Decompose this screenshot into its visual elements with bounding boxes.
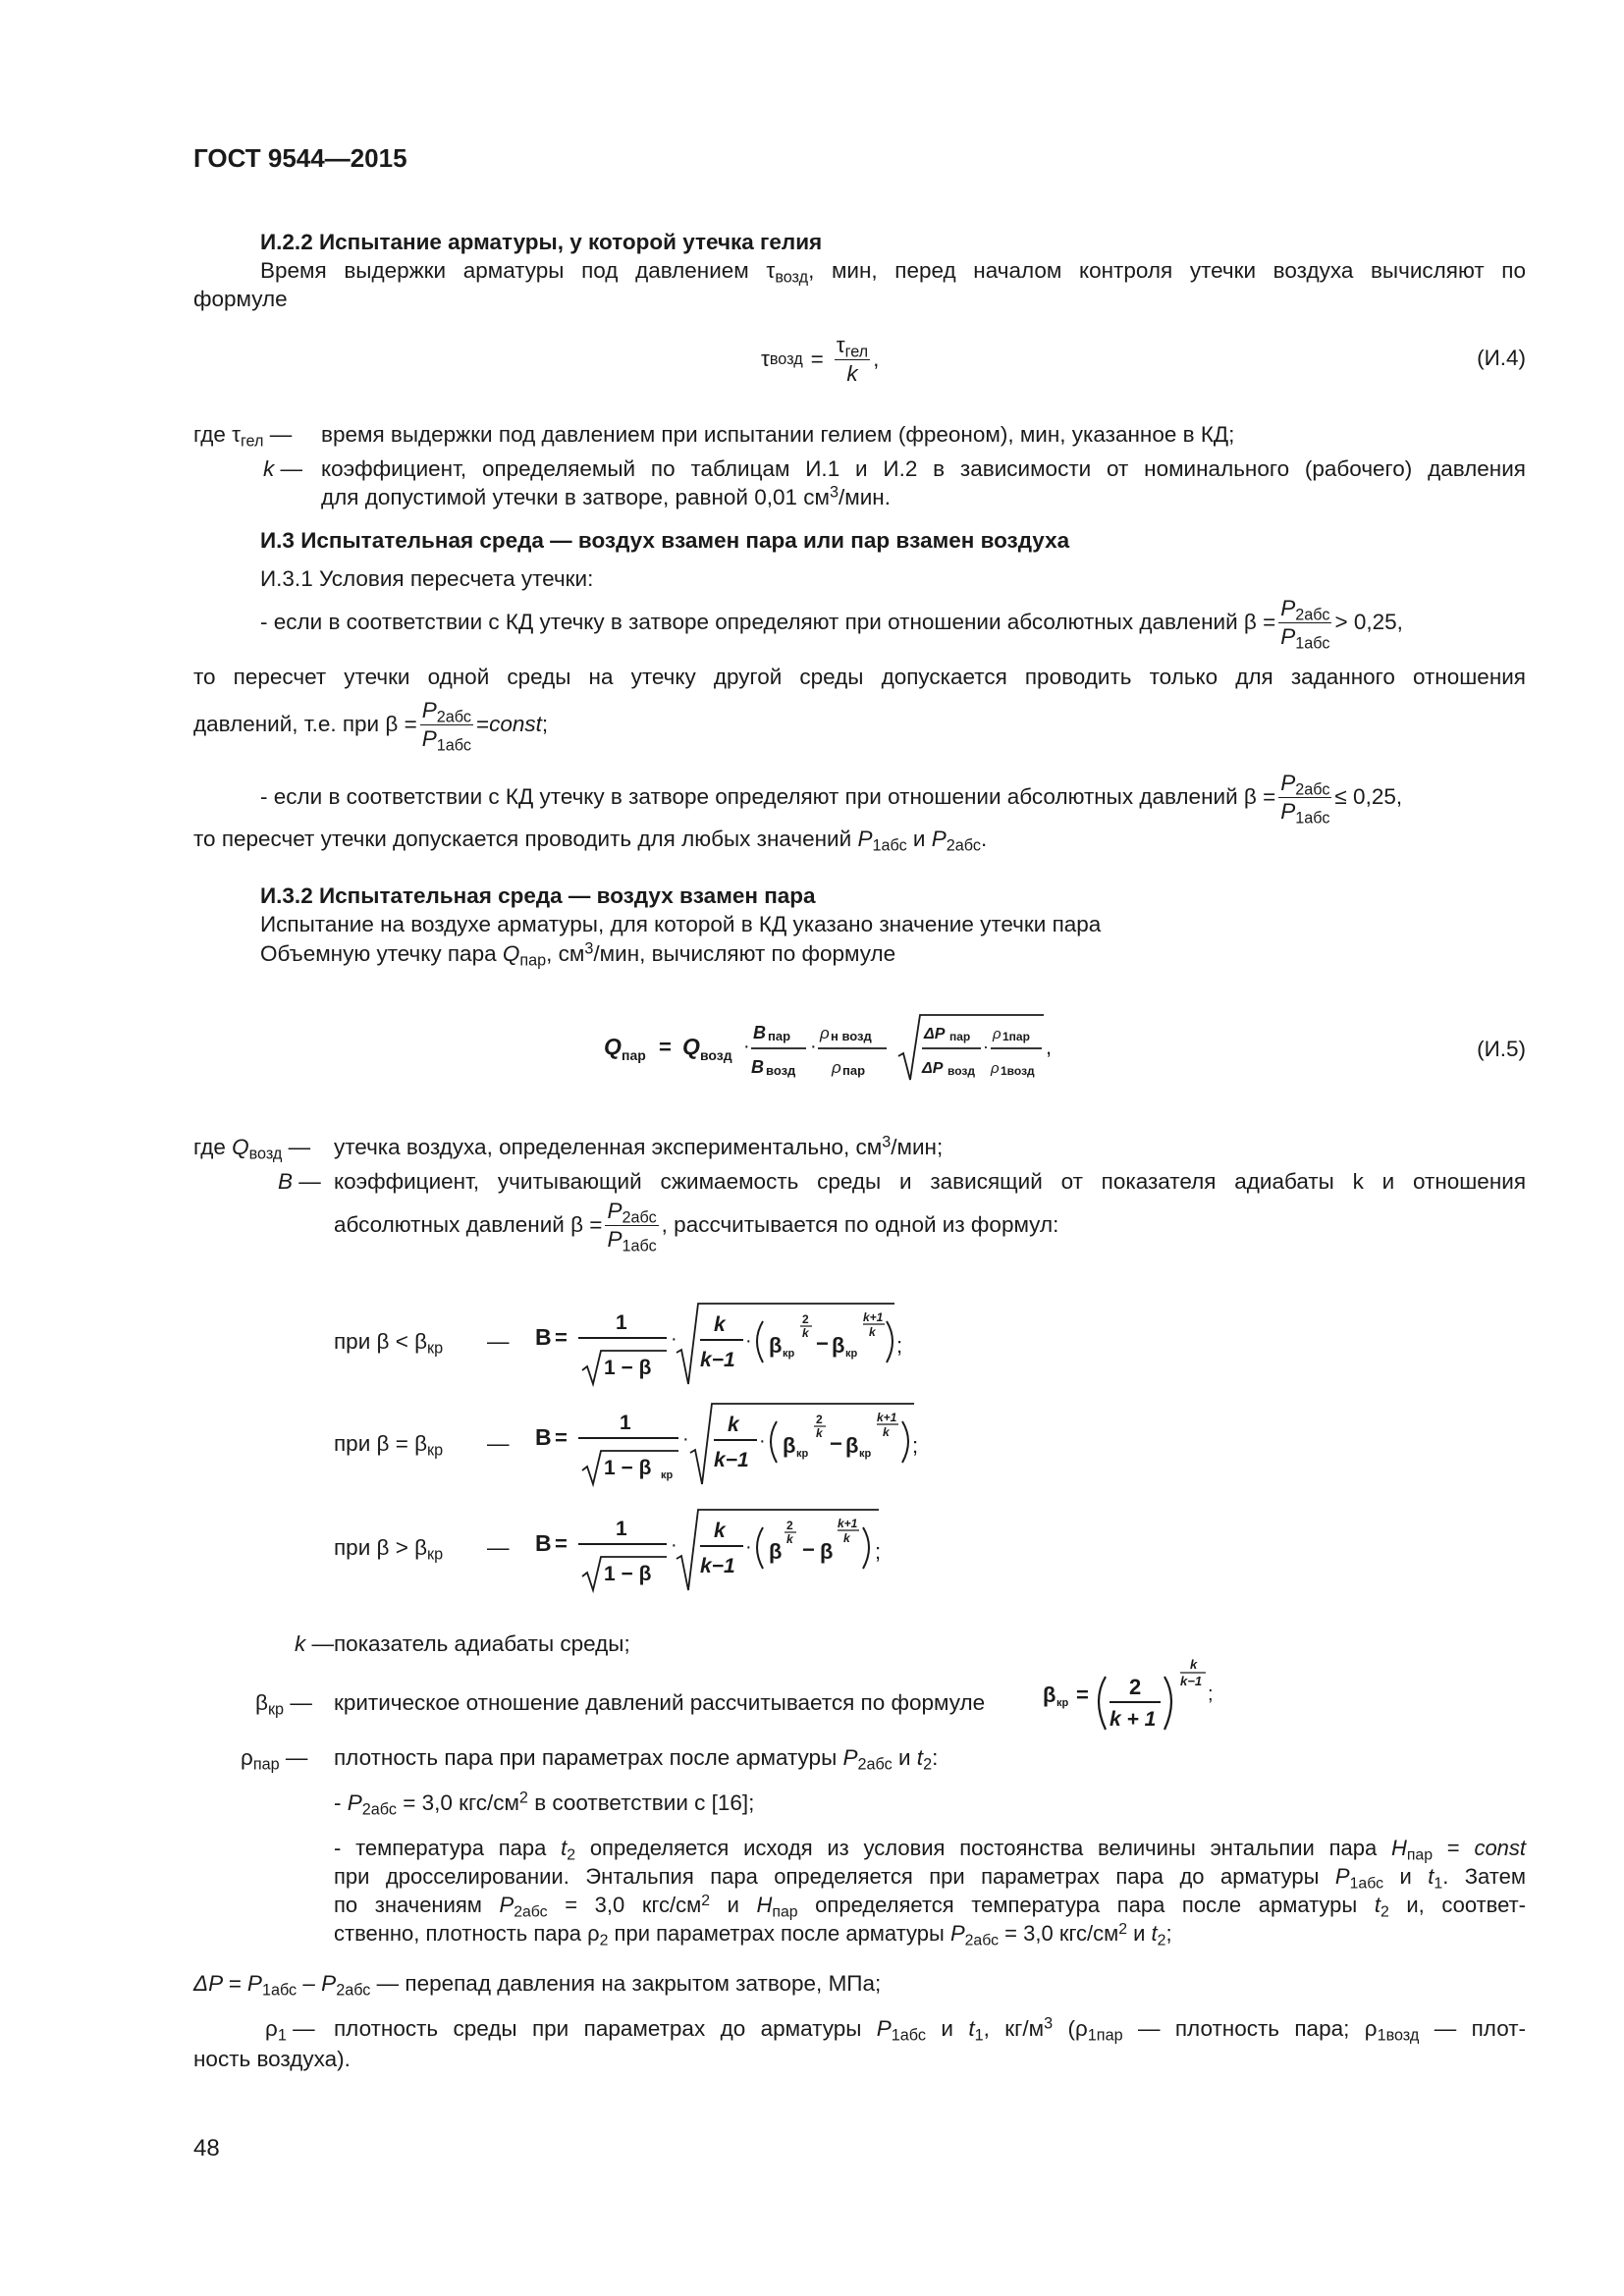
svg-text:ρ: ρ bbox=[820, 1024, 830, 1042]
paragraph-line: Испытание на воздухе арматуры, для которой в КД указано значение утечки пара bbox=[260, 912, 1102, 936]
svg-text:−: − bbox=[816, 1331, 829, 1356]
paragraph-line: то пересчет утечки одной среды на утечку другой среды допускается проводить только для заданного отношения bbox=[193, 665, 1526, 689]
svg-text:1: 1 bbox=[620, 1412, 631, 1434]
case-dash: — bbox=[487, 1329, 510, 1354]
svg-text:,: , bbox=[1046, 1035, 1053, 1059]
paragraph-line: Объемную утечку пара $Q_{пар}$, $см^3$/мин, вычисляют по формуле bbox=[260, 939, 896, 970]
svg-text:·: · bbox=[682, 1428, 689, 1450]
where-description: плотность пара при параметрах после арматуры $P_{2абс}$ и $t_2$: bbox=[334, 1745, 939, 1774]
where-label: k — bbox=[263, 456, 303, 481]
svg-text:кр: кр bbox=[661, 1469, 674, 1481]
where-description: ность воздуха). bbox=[193, 2047, 351, 2071]
svg-text:k + 1: k + 1 bbox=[1110, 1708, 1157, 1731]
svg-text:β: β bbox=[1043, 1682, 1056, 1707]
svg-text:1 − β: 1 − β bbox=[604, 1457, 652, 1479]
where-description: абсолютных давлений β = $\frac{P_{2абс}}{P_{1абс}}$ , рассчитывается по одной из формул: bbox=[334, 1198, 1059, 1255]
svg-text:·: · bbox=[671, 1534, 677, 1556]
svg-text:k−1: k−1 bbox=[1180, 1674, 1203, 1688]
svg-text:возд: возд bbox=[947, 1064, 975, 1078]
svg-text:1 − β: 1 − β bbox=[604, 1357, 652, 1379]
svg-text:2: 2 bbox=[786, 1519, 793, 1532]
svg-text:β: β bbox=[769, 1333, 783, 1358]
where-description: критическое отношение давлений рассчитывается по формуле bbox=[334, 1690, 986, 1715]
where-description: утечка воздуха, определенная экспериментально, $см^3$/мин; bbox=[334, 1133, 944, 1159]
where-description: показатель адиабаты среды; bbox=[334, 1631, 630, 1656]
svg-text:1пар: 1пар bbox=[1002, 1030, 1030, 1043]
condition-line-2: - если в соответствии с КД утечку в затворе определяют при отношении абсолютных давлений β = $\frac{P_{2абс}}{P_{1абс}}$ ≤ 0,25, bbox=[260, 770, 1403, 828]
svg-text:кр: кр bbox=[783, 1348, 795, 1360]
case-dash: — bbox=[487, 1535, 510, 1560]
svg-text:·: · bbox=[759, 1430, 766, 1452]
formula-i4: τ возд = $\frac{\tau_{гел}}{k}$ , bbox=[761, 332, 880, 386]
svg-text:;: ; bbox=[912, 1433, 919, 1458]
formula-case-2 bbox=[535, 1394, 928, 1492]
condition-line-1: - если в соответствии с КД утечку в затворе определяют при отношении абсолютных давлений β = $\frac{P_{2абс}}{P_{1абс}}$ > 0,25, bbox=[260, 595, 1403, 653]
svg-text:ρ: ρ bbox=[993, 1026, 1001, 1042]
where-description: $\Delta P = P_{1абс} - P_{2абс}$ — перепад давления на закрытом затворе, МПа; bbox=[193, 1971, 882, 2000]
svg-text:Q: Q bbox=[604, 1034, 622, 1059]
svg-text:=: = bbox=[555, 1325, 568, 1350]
svg-text:k−1: k−1 bbox=[714, 1449, 749, 1471]
svg-text:кр: кр bbox=[1056, 1697, 1069, 1709]
bullet-item: ственно, плотность пара $\rho_2$ при параметрах после арматуры $P_{2абс} = 3,0$ кгс/$см^2$ и $t_2$; bbox=[334, 1920, 1172, 1949]
svg-text:кр: кр bbox=[859, 1448, 872, 1460]
svg-text:β: β bbox=[820, 1539, 834, 1564]
where-description: коэффициент, определяемый по таблицам И.1 и И.2 в зависимости от номинального (рабочего) давления bbox=[321, 456, 1526, 481]
subsection-title-i31: И.3.1 Условия пересчета утечки: bbox=[260, 566, 594, 591]
where-description: плотность среды при параметрах до арматуры $P_{1абс}$ и $t_1$, $кг/м^3$ ($\rho_{1пар}$ — плотность пара; $\rho_{1возд}$ — плот- bbox=[334, 2014, 1527, 2045]
svg-text:·: · bbox=[745, 1330, 752, 1352]
svg-text:ρ: ρ bbox=[991, 1060, 1000, 1077]
svg-text:кр: кр bbox=[845, 1348, 858, 1360]
svg-text:;: ; bbox=[875, 1539, 882, 1564]
svg-text:β: β bbox=[845, 1433, 859, 1458]
svg-text:B: B bbox=[753, 1023, 766, 1042]
section-title-i22: И.2.2 Испытание арматуры, у которой утечка гелия bbox=[260, 230, 823, 254]
svg-text:k: k bbox=[714, 1313, 726, 1336]
svg-text:k: k bbox=[1190, 1657, 1198, 1672]
paragraph-line: то пересчет утечки допускается проводить для любых значений $P_{1абс}$ и $P_{2абс}$. bbox=[193, 827, 988, 855]
svg-text:пар: пар bbox=[949, 1030, 971, 1043]
svg-text:B: B bbox=[535, 1530, 552, 1556]
where-description: для допустимой утечки в затворе, равной 0,01 $см^3$/мин. bbox=[321, 483, 891, 509]
where-label: $\rho_{пар}$ — bbox=[241, 1745, 308, 1774]
svg-text:;: ; bbox=[1208, 1683, 1214, 1705]
formula-i5 bbox=[604, 999, 1065, 1107]
equation-number: (И.5) bbox=[1477, 1037, 1526, 1061]
svg-text:возд: возд bbox=[700, 1047, 732, 1063]
formula-beta-kr bbox=[1043, 1653, 1219, 1735]
svg-text:k: k bbox=[802, 1326, 809, 1340]
svg-text:k+1: k+1 bbox=[863, 1310, 884, 1324]
svg-text:=: = bbox=[555, 1531, 568, 1556]
where-label: где $\tau_{гел}$ — bbox=[193, 422, 293, 451]
svg-text:1: 1 bbox=[616, 1311, 627, 1334]
where-label: B — bbox=[278, 1169, 321, 1194]
document-header: ГОСТ 9544—2015 bbox=[193, 143, 407, 173]
bullet-item: - $P_{2абс} = 3,0$ кгс/$см^2$ в соответствии с [16]; bbox=[334, 1789, 755, 1819]
formula-case-3 bbox=[535, 1500, 908, 1598]
svg-text:2: 2 bbox=[816, 1413, 823, 1426]
svg-text:k+1: k+1 bbox=[877, 1411, 897, 1424]
svg-text:=: = bbox=[1076, 1682, 1089, 1707]
svg-text:k: k bbox=[786, 1532, 793, 1546]
svg-text:k−1: k−1 bbox=[700, 1349, 735, 1371]
case-label-2: при $\beta = \beta_{кр}$ bbox=[334, 1431, 444, 1460]
svg-text:β: β bbox=[769, 1539, 783, 1564]
svg-text:пар: пар bbox=[842, 1063, 866, 1078]
svg-text:B: B bbox=[535, 1424, 552, 1450]
where-label: $\beta_{кр}$ — bbox=[255, 1690, 312, 1719]
svg-text:k: k bbox=[728, 1414, 739, 1436]
svg-text:возд: возд bbox=[766, 1063, 796, 1078]
svg-text:1возд: 1возд bbox=[1001, 1064, 1035, 1078]
where-description: коэффициент, учитывающий сжимаемость среды и зависящий от показателя адиабаты k и отношения bbox=[334, 1169, 1526, 1194]
svg-text:·: · bbox=[983, 1037, 989, 1056]
svg-text:=: = bbox=[659, 1035, 672, 1059]
svg-text:1: 1 bbox=[616, 1518, 627, 1540]
svg-text:·: · bbox=[745, 1536, 752, 1558]
svg-text:·: · bbox=[671, 1328, 677, 1350]
page-number: 48 bbox=[193, 2135, 220, 2162]
svg-text:;: ; bbox=[896, 1333, 903, 1358]
where-label: $\rho_1$ — bbox=[265, 2016, 315, 2045]
svg-text:кр: кр bbox=[796, 1448, 809, 1460]
svg-text:−: − bbox=[802, 1537, 815, 1562]
svg-text:k−1: k−1 bbox=[700, 1555, 735, 1577]
svg-text:B: B bbox=[535, 1324, 552, 1350]
svg-text:k: k bbox=[816, 1426, 823, 1440]
paragraph-line: формуле bbox=[193, 287, 288, 311]
equation-number: (И.4) bbox=[1477, 346, 1526, 370]
where-label: где $Q_{возд}$ — bbox=[193, 1135, 311, 1163]
svg-text:B: B bbox=[751, 1057, 764, 1077]
svg-text:k: k bbox=[714, 1520, 726, 1542]
svg-text:пар: пар bbox=[768, 1029, 791, 1043]
case-dash: — bbox=[487, 1431, 510, 1456]
svg-text:н возд: н возд bbox=[831, 1029, 872, 1043]
svg-text:k: k bbox=[883, 1425, 890, 1439]
svg-text:β: β bbox=[783, 1433, 796, 1458]
svg-text:·: · bbox=[743, 1036, 750, 1057]
where-label: k — bbox=[295, 1631, 335, 1656]
svg-text:k: k bbox=[869, 1325, 876, 1339]
condition-line-const: давлений, т.е. при β = $\frac{P_{2абс}}{P_{1абс}}$ = const ; bbox=[193, 697, 549, 755]
svg-text:−: − bbox=[830, 1431, 842, 1456]
svg-text:ρ: ρ bbox=[832, 1058, 841, 1077]
svg-text:пар: пар bbox=[622, 1047, 646, 1063]
case-label-3: при $\beta > \beta_{кр}$ bbox=[334, 1535, 444, 1564]
paragraph-line: Время выдержки арматуры под давлением $\tau_{возд}$, мин, перед началом контроля утечки воздуха вычисляют по bbox=[260, 258, 1526, 287]
svg-text:k+1: k+1 bbox=[838, 1517, 858, 1530]
formula-case-1 bbox=[535, 1294, 908, 1392]
svg-text:ΔP: ΔP bbox=[922, 1060, 944, 1077]
svg-text:β: β bbox=[832, 1333, 845, 1358]
svg-text:ΔP: ΔP bbox=[924, 1026, 946, 1042]
where-description: время выдержки под давлением при испытании гелием (фреоном), мин, указанное в КД; bbox=[321, 422, 1235, 447]
svg-text:Q: Q bbox=[682, 1034, 700, 1059]
svg-text:2: 2 bbox=[1129, 1675, 1142, 1699]
bullet-item: по значениям $P_{2абс} = 3,0$ кгс/$см^2$ и $H_{пар}$ определяется температура пара после арматуры $t_2$ и, соответ- bbox=[334, 1892, 1526, 1921]
bullet-item: - температура пара $t_2$ определяется исходя из условия постоянства величины энтальпии пара $H_{пар}$ = const bbox=[334, 1836, 1527, 1864]
section-title-i32: И.3.2 Испытательная среда — воздух взамен пара bbox=[260, 883, 816, 908]
svg-text:1 − β: 1 − β bbox=[604, 1563, 652, 1585]
section-title-i3: И.3 Испытательная среда — воздух взамен пара или пар взамен воздуха bbox=[260, 528, 1070, 553]
bullet-item: при дросселировании. Энтальпия пара определяется при параметрах пара до арматуры $P_{1абс}$ и $t_1$. Затем bbox=[334, 1864, 1526, 1893]
svg-text:2: 2 bbox=[802, 1312, 809, 1326]
svg-text:=: = bbox=[555, 1425, 568, 1450]
case-label-1: при $\beta < \beta_{кр}$ bbox=[334, 1329, 444, 1358]
svg-text:k: k bbox=[843, 1531, 850, 1545]
svg-text:·: · bbox=[810, 1036, 817, 1057]
